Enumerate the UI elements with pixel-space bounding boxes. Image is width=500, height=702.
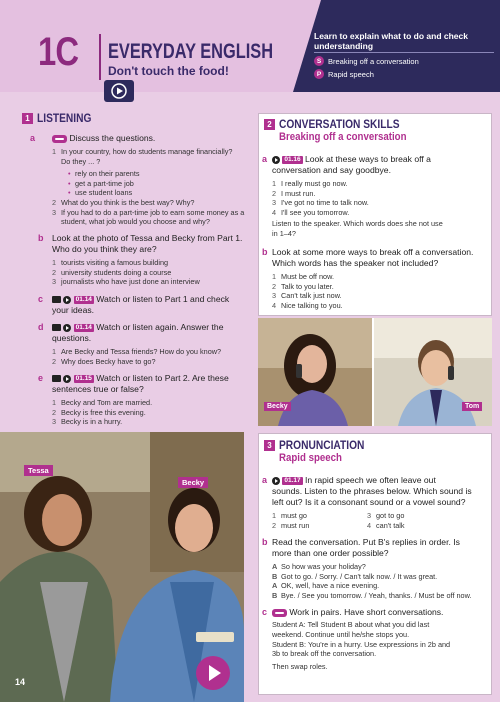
track-number[interactable]: 01.17 <box>284 476 301 484</box>
video-icon <box>52 296 61 303</box>
instruction: sentences true or false? <box>52 384 144 394</box>
section-number: 1 <box>22 113 33 124</box>
exercise-1e: e 01.15 Watch or listen to Part 2. Are these sentences true or false? 1 Becky and Tom are married. 2 Becky is free this evening. 3 Becky is in a hurry. <box>52 373 252 427</box>
phone-photo <box>258 318 492 426</box>
speaker: B <box>272 571 278 581</box>
dialogue-line: So how was your holiday? <box>281 562 366 571</box>
list-item: Why does Becky have to go? <box>61 356 156 366</box>
page-subtitle: Don't touch the food! <box>108 64 229 78</box>
instruction: Which words has the speaker not included? <box>272 258 439 268</box>
audio-icon <box>63 296 71 304</box>
list-item: university students doing a course <box>61 267 172 277</box>
section-title: LISTENING <box>37 111 92 125</box>
speaker: A <box>272 562 278 571</box>
instruction: sounds. Listen to the phrases below. Which sound is <box>272 486 472 496</box>
instruction: Watch or listen to Part 1 and check <box>96 294 230 304</box>
instruction: Work in pairs. Have short conversations. <box>289 607 444 617</box>
list-item: I'll see you tomorrow. <box>281 207 350 217</box>
list-item: journalists who have just done an interview <box>61 277 200 287</box>
section-title: CONVERSATION SKILLS <box>279 117 400 131</box>
task-text: Student B: You're in a hurry. Use expressions in 2b and <box>272 639 451 649</box>
dialogue-line: Got to go. / Sorry. / Can't talk now. / It was great. <box>281 571 438 581</box>
list-item: I really must go now. <box>281 179 348 188</box>
exercise-1b: b Look at the photo of Tessa and Becky from Part 1. Who do you think they are? 1 tourists visiting a famous building 2 university students doing a course 3 journalists who have just done an interview <box>52 233 252 287</box>
play-icon[interactable] <box>196 656 230 690</box>
photo-label-tom: Tom <box>462 402 482 411</box>
instruction: Who do you think they are? <box>52 244 157 254</box>
section-number: 3 <box>264 440 275 451</box>
exercise-letter: c <box>38 294 44 304</box>
track-number[interactable]: 01.14 <box>75 323 92 331</box>
question-text: student, what job would you choose and why? <box>61 217 210 227</box>
exercise-2b: b Look at some more ways to break off a conversation. Which words has the speaker not included? 1 Must be off now. 2 Talk to you later. 3 Can't talk just now. 4 Nice talking to you. <box>272 247 488 310</box>
audio-icon <box>63 324 71 332</box>
exercise-3c <box>262 607 488 672</box>
instruction: Watch or listen to Part 2. Are these <box>96 373 229 383</box>
list-item: Becky and Tom are married. <box>61 398 153 407</box>
question-text: If you had to do a part-time job to earn some money as a <box>61 207 245 217</box>
goal-badge: S <box>314 56 324 66</box>
list-item: must go <box>281 511 307 520</box>
goal-badge: P <box>314 69 324 79</box>
list-item: can't talk <box>376 520 405 530</box>
list-item: Talk to you later. <box>281 281 334 291</box>
speaking-icon <box>272 609 287 617</box>
list-item: Becky is free this evening. <box>61 407 146 417</box>
section-subtitle: Breaking off a conversation <box>279 131 407 143</box>
video-icon <box>52 375 61 382</box>
exercise-3a <box>262 475 488 530</box>
exercise-letter: e <box>38 373 44 383</box>
instruction: In rapid speech we often leave out <box>304 475 436 485</box>
speaker: B <box>272 590 278 600</box>
instruction: conversation and say goodbye. <box>272 165 391 175</box>
exercise-letter: b <box>262 247 268 257</box>
list-item: got to go <box>376 511 405 520</box>
list-item: I've got no time to talk now. <box>281 198 369 208</box>
instruction: Read the conversation. Put B's replies in order. Is <box>272 537 460 547</box>
track-number[interactable]: 01.15 <box>75 374 92 382</box>
item-number: 1 <box>272 511 277 520</box>
photo-label-becky: Becky <box>178 477 208 488</box>
audio-icon <box>272 156 280 164</box>
exercise-letter: b <box>38 233 44 243</box>
list-item: Becky is in a hurry. <box>61 417 123 427</box>
question-text: Do they ... ? <box>61 156 101 166</box>
instruction: Watch or listen again. Answer the <box>96 322 224 332</box>
list-item: • get a part-time job <box>68 179 252 189</box>
section-subtitle: Rapid speech <box>279 452 342 464</box>
dialogue-line: Bye. / See you tomorrow. / Yeah, thanks. / Must be off now. <box>281 590 472 600</box>
goals-divider <box>314 52 494 53</box>
speaker: A <box>272 581 278 591</box>
exercise-letter: a <box>262 475 268 485</box>
listening-heading <box>22 111 101 125</box>
instruction: Look at these ways to break off a <box>304 154 431 164</box>
question-text: What do you think is the best way? Why? <box>61 197 195 207</box>
instruction: your ideas. <box>52 305 95 315</box>
item-number: 3 <box>367 511 372 520</box>
list-item: Nice talking to you. <box>281 300 343 310</box>
conversation-heading <box>264 117 421 131</box>
exercise-letter: d <box>38 322 44 332</box>
instruction: more than one order possible? <box>272 548 389 558</box>
list-item: tourists visiting a famous building <box>61 258 169 267</box>
instruction: Look at the photo of Tessa and Becky from Part 1. <box>52 233 243 243</box>
exercise-1a: a Discuss the questions. 1 In your country, how do students manage financially? Do they ... ? • rely on their parents • get a part-time job • use student loans 2 What do you think is the best way? Why? 3 If you had to do a part-time job to earn some money as a student, what job would you choose and why? <box>52 133 252 227</box>
track-number[interactable]: 01.14 <box>75 295 92 303</box>
section-title: PRONUNCIATION <box>279 438 365 452</box>
pronunciation-heading <box>264 438 379 452</box>
unit-number: 1C <box>38 30 79 74</box>
track-number[interactable]: 01.16 <box>284 155 301 163</box>
task-text: weekend. Continue until he/she stops you. <box>272 629 410 639</box>
list-item: • use student loans <box>68 188 252 198</box>
exercise-letter: c <box>262 607 268 617</box>
exercise-3b <box>262 537 488 600</box>
goal-item <box>314 69 374 79</box>
audio-icon <box>63 375 71 383</box>
photo-label-becky: Becky <box>264 402 291 411</box>
exercise-letter: a <box>30 133 36 143</box>
list-item: I must run. <box>281 188 316 198</box>
section-number: 2 <box>264 119 275 130</box>
video-icon <box>52 324 61 331</box>
instruction: questions. <box>52 333 92 343</box>
speaking-icon <box>52 135 67 143</box>
item-number: 4 <box>367 520 372 530</box>
video-icon[interactable] <box>104 80 134 102</box>
page-number: 14 <box>15 677 26 687</box>
goals-title: Learn to explain what to do and check understanding <box>314 31 468 51</box>
dialogue-line: OK, well, have a nice evening. <box>281 581 380 591</box>
instruction: Discuss the questions. <box>69 133 156 143</box>
note-text: in 1–4? <box>272 228 296 238</box>
goal-item <box>314 56 419 66</box>
goal-text: Rapid speech <box>328 69 374 79</box>
exercise-1c <box>38 294 252 316</box>
list-item: • rely on their parents <box>68 169 252 179</box>
instruction: left out? Is it a consonant sound or a vowel sound? <box>272 497 466 507</box>
goal-text: Breaking off a conversation <box>328 56 419 66</box>
list-item: must run <box>281 520 310 530</box>
exercise-letter: a <box>262 154 268 164</box>
item-number: 2 <box>272 520 277 530</box>
audio-icon <box>272 477 280 485</box>
exercise-1d: d 01.14 Watch or listen again. Answer the questions. 1 Are Becky and Tessa friends? How do you know? 2 Why does Becky have to go? <box>52 322 252 366</box>
list-item: Can't talk just now. <box>281 291 342 301</box>
exercise-2a: a 01.16 Look at these ways to break off a conversation and say goodbye. 1 I really must go now. 2 I must run. 3 I've got no time to talk now. 4 I'll see you tomorrow. Listen to the speaker. Which words does she not use in 1–4? <box>272 154 488 239</box>
task-text: 3b to break off the conversation. <box>272 649 377 659</box>
header-divider <box>99 34 101 80</box>
note-text: Listen to the speaker. Which words does she not use <box>272 219 443 229</box>
instruction: Look at some more ways to break off a conversation. <box>272 247 474 257</box>
page-title: EVERYDAY ENGLISH <box>108 40 274 63</box>
task-text: Then swap roles. <box>272 662 328 672</box>
list-item: Must be off now. <box>281 272 335 281</box>
question-text: In your country, how do students manage financially? <box>61 147 233 156</box>
task-text: Student A: Tell Student B about what you did last <box>272 620 430 629</box>
photo-label-tessa: Tessa <box>24 465 53 476</box>
exercise-letter: b <box>262 537 268 547</box>
list-item: Are Becky and Tessa friends? How do you know? <box>61 347 222 356</box>
